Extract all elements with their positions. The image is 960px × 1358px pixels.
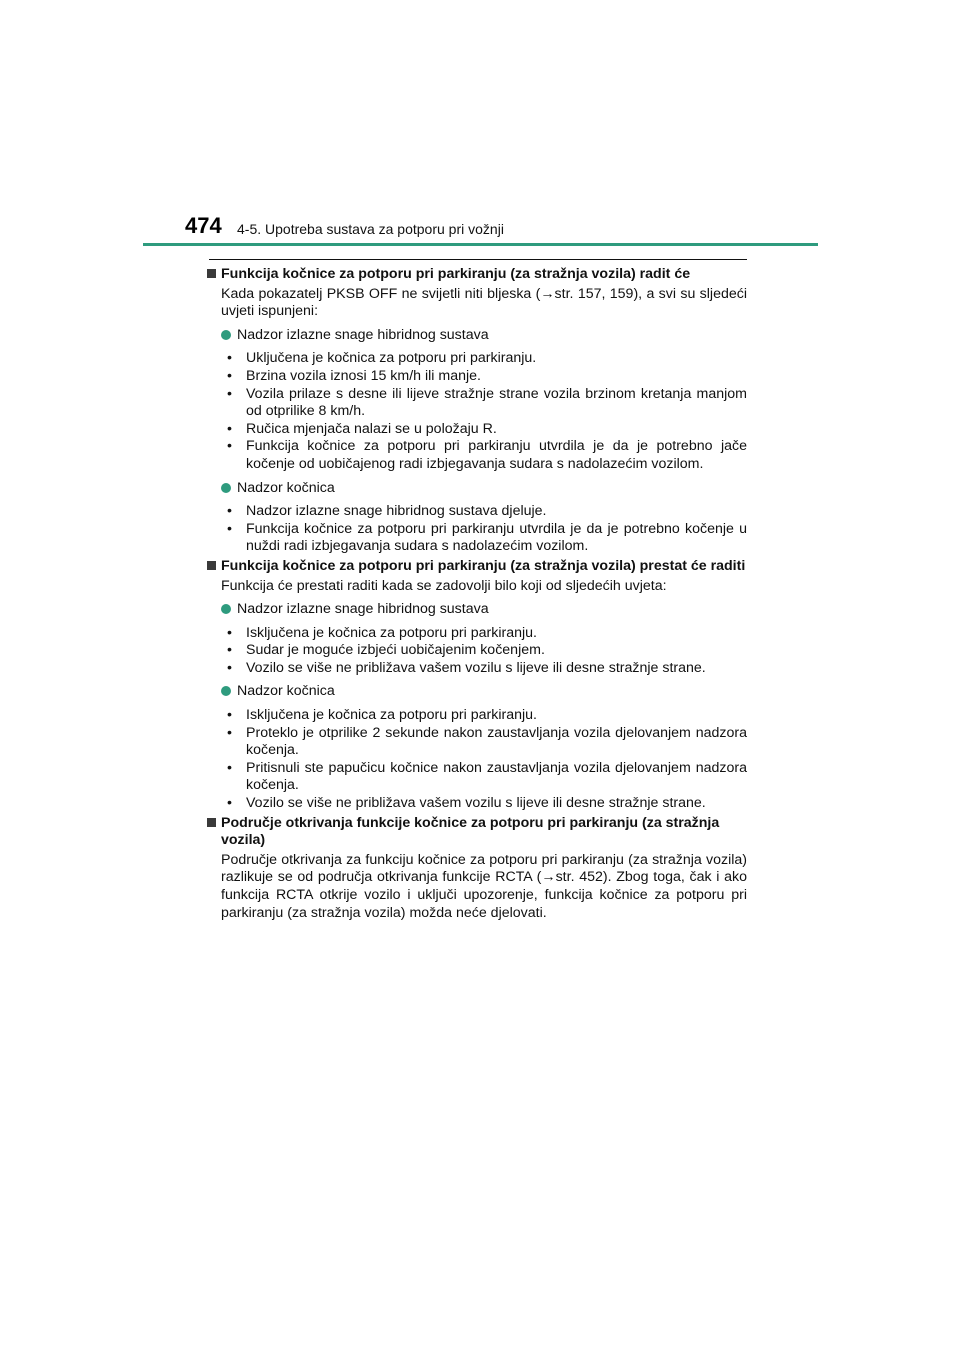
section-heading: Funkcija kočnice za potporu pri parkiranju (za stražnja vozila) radit će: [209, 266, 747, 284]
condition-list: [221, 503, 747, 556]
condition-group: Nadzor izlazne snage hibridnog sustava: [221, 327, 747, 345]
condition-list: [221, 625, 747, 678]
page-number: 474: [185, 213, 222, 238]
list-item: • Ručica mjenjača nalazi se u položaju R.: [221, 421, 747, 439]
list-item: • Pritisnuli ste papučicu kočnice nakon zaustavljanja vozila djelovanjem nadzora kočenja.: [221, 760, 747, 795]
page-content: [209, 259, 747, 922]
condition-list: [221, 350, 747, 473]
condition-group: Nadzor kočnica: [221, 480, 747, 498]
header-rule: [143, 243, 818, 246]
section-intro: Funkcija će prestati raditi kada se zadovolji bilo koji od sljedećih uvjeta:: [221, 577, 667, 594]
list-item: • Funkcija kočnice za potporu pri parkiranju utvrdila je da je potrebno kočenje u nuždi radi izbjegavanja sudara s nadolazećim vozilom.: [221, 521, 747, 556]
list-item: • Funkcija kočnice za potporu pri parkiranju utvrdila je da je potrebno jače kočenje od uobičajenog radi izbjegavanja sudara s nadolazećim vozilom.: [221, 438, 747, 473]
list-item: • Brzina vozila iznosi 15 km/h ili manje.: [221, 368, 747, 386]
chapter-title: 4-5. Upotreba sustava za potporu pri vožnji: [237, 221, 504, 237]
condition-list: [221, 707, 747, 813]
list-item: • Isključena je kočnica za potporu pri parkiranju.: [221, 707, 747, 725]
square-bullet-icon: [207, 269, 216, 278]
circle-bullet-icon: [221, 330, 231, 340]
list-item: • Vozilo se više ne približava vašem vozilu s lijeve ili desne stražnje strane.: [221, 795, 747, 813]
list-item: • Vozilo se više ne približava vašem vozilu s lijeve ili desne stražnje strane.: [221, 660, 747, 678]
condition-group: Nadzor izlazne snage hibridnog sustava: [221, 601, 747, 619]
list-item: • Vozila prilaze s desne ili lijeve stražnje strane vozila brzinom kretanja manjom od otprilike 8 km/h.: [221, 386, 747, 421]
square-bullet-icon: [207, 818, 216, 827]
section-heading: Područje otkrivanja funkcije kočnice za potporu pri parkiranju (za stražnja vozila): [209, 815, 747, 850]
condition-group: Nadzor kočnica: [221, 683, 747, 701]
list-item: • Nadzor izlazne snage hibridnog sustava djeluje.: [221, 503, 747, 521]
list-item: • Proteklo je otprilike 2 sekunde nakon zaustavljanja vozila djelovanjem nadzora kočenja.: [221, 725, 747, 760]
circle-bullet-icon: [221, 604, 231, 614]
square-bullet-icon: [207, 561, 216, 570]
circle-bullet-icon: [221, 686, 231, 696]
list-item: • Uključena je kočnica za potporu pri parkiranju.: [221, 350, 747, 368]
section-intro: Područje otkrivanja za funkciju kočnice za potporu pri parkiranju (za stražnja vozila) razlikuje se od područja otkrivanja funkcije RCTA (→str. 452). Zbog toga, čak i ako funkcija RCTA otkrije vozilo i uključi upozorenje, funkcija kočnice za potporu pri parkiranju (za stražnja vozila) možda neće djelovati.: [221, 851, 747, 921]
list-item: • Isključena je kočnica za potporu pri parkiranju.: [221, 625, 747, 643]
section-intro: Kada pokazatelj PKSB OFF ne svijetli niti bljeska (→str. 157, 159), a svi su sljedeći uvjeti ispunjeni:: [221, 285, 747, 320]
circle-bullet-icon: [221, 483, 231, 493]
list-item: • Sudar je moguće izbjeći uobičajenim kočenjem.: [221, 642, 747, 660]
section-heading: Funkcija kočnice za potporu pri parkiranju (za stražnja vozila) prestat će raditi: [209, 558, 747, 576]
